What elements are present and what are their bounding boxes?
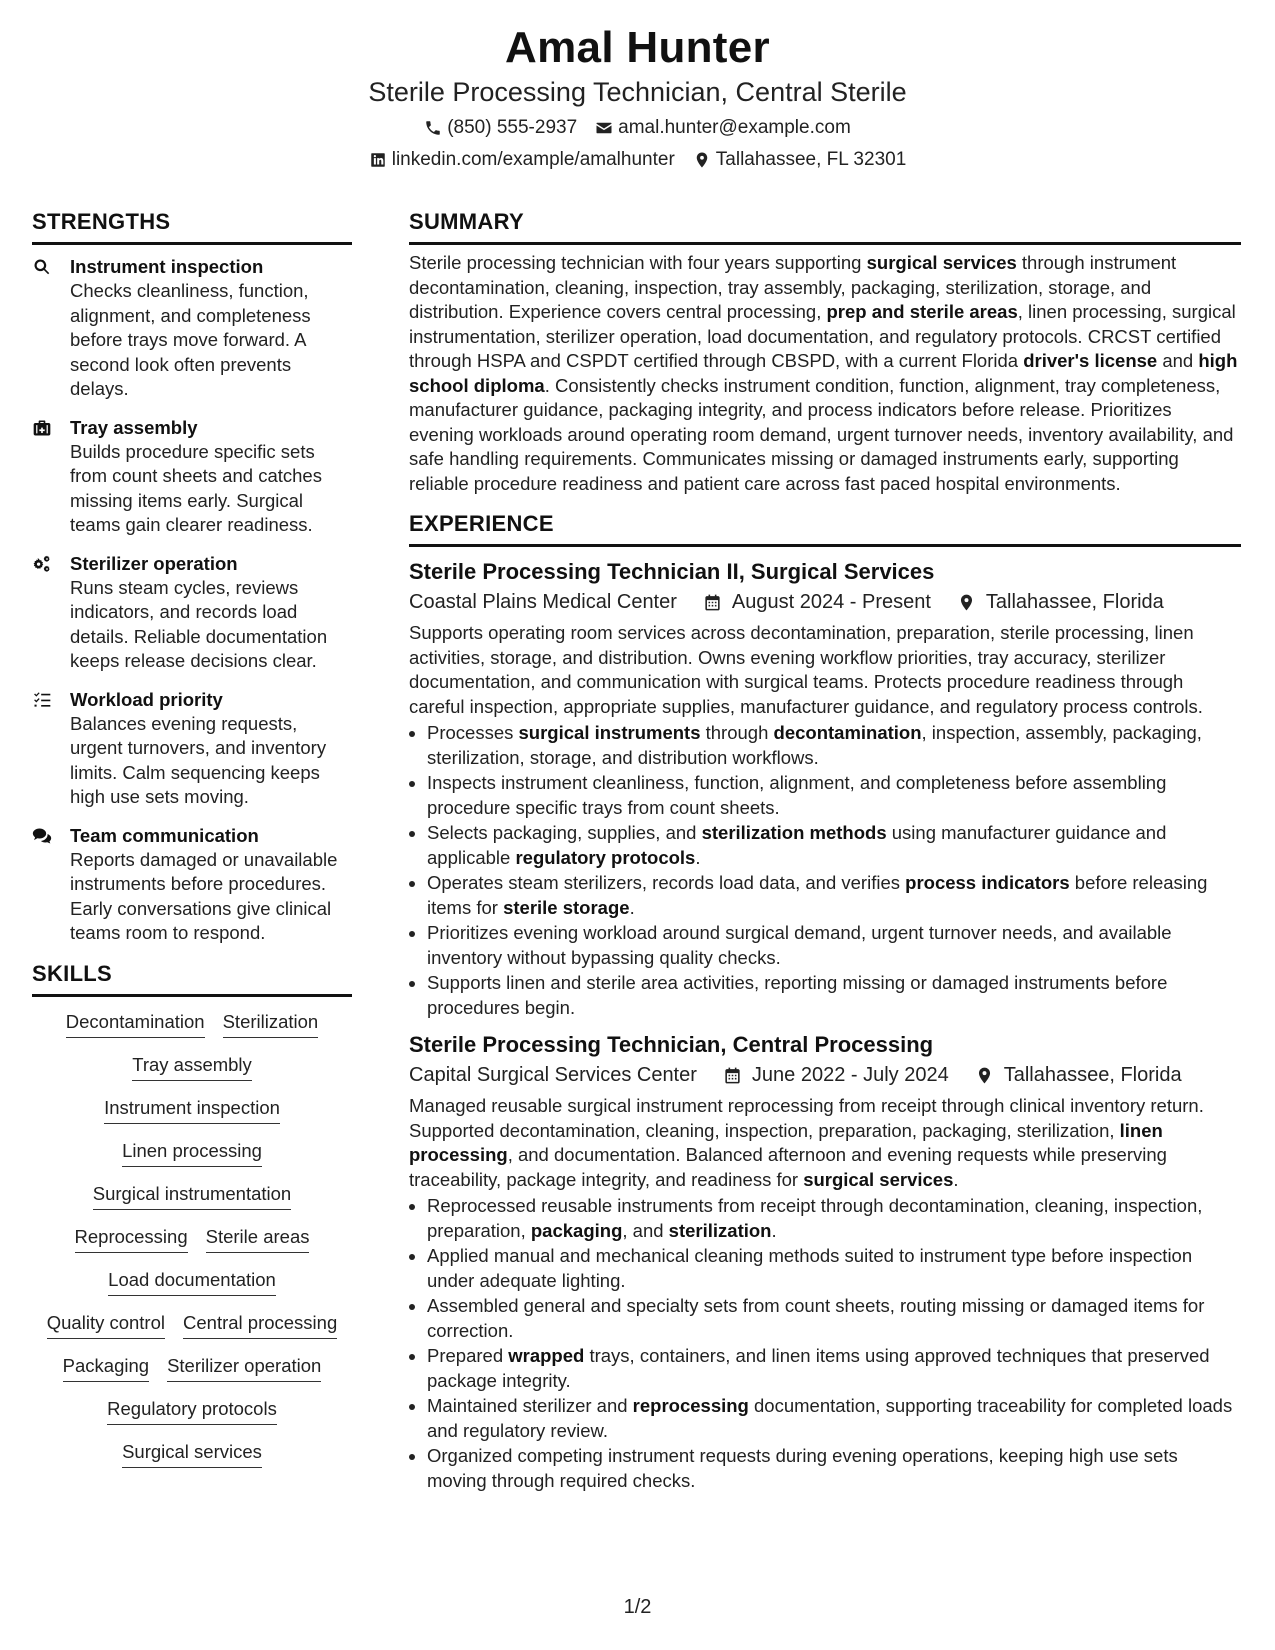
strength-desc: Checks cleanliness, function, alignment, and completeness before trays move forward. A second look often prevents delays. xyxy=(70,280,311,399)
text-segment: Reprocessed reusable instruments from receipt through decontamination, cleaning, inspection, preparation, xyxy=(427,1195,1203,1241)
text-segment: through instrument decontamination, cleaning, inspection, tray assembly, packaging, sterilization, storage, and distribution. Experience covers central processing, xyxy=(409,252,1177,322)
envelope-icon xyxy=(595,119,613,137)
bullet-item xyxy=(427,1244,1241,1293)
bold-text: driver's license xyxy=(1023,350,1158,371)
strength-desc: Reports damaged or unavailable instruments before procedures. Early conversations give clinical teams room to respond. xyxy=(70,848,338,943)
strength-title: Team communication xyxy=(70,824,259,846)
phone-text: (850) 555-2937 xyxy=(447,117,578,138)
job-dates: June 2022 - July 2024 xyxy=(751,1064,949,1086)
text-segment: Applied manual and mechanical cleaning methods suited to instrument type before inspection under adequate lighting. xyxy=(427,1245,1193,1291)
bold-text: sterile storage xyxy=(503,896,630,918)
skill-row xyxy=(63,1353,322,1382)
bold-text: sterilization xyxy=(668,1219,772,1241)
skill-row xyxy=(93,1181,291,1210)
text-segment: Maintained sterilizer and xyxy=(427,1395,633,1416)
text-segment: Prepared xyxy=(427,1345,509,1366)
email-text[interactable]: amal.hunter@example.com xyxy=(618,117,851,138)
location-text: Tallahassee, FL 32301 xyxy=(715,149,907,170)
bold-text: regulatory protocols xyxy=(515,846,696,868)
bold-text: packaging xyxy=(530,1219,623,1241)
contact-row-2 xyxy=(0,148,1275,172)
text-segment: . xyxy=(953,1168,959,1190)
text-segment: Processes xyxy=(427,722,519,743)
map-pin-icon xyxy=(693,151,711,169)
skill-tag: Load documentation xyxy=(108,1267,276,1296)
job-bullets xyxy=(409,721,1241,1020)
text-segment: Sterile processing technician with four years supporting xyxy=(409,252,867,273)
bold-text: wrapped xyxy=(508,1345,585,1366)
skill-tag: Quality control xyxy=(47,1310,165,1339)
text-segment: Operates steam sterilizers, records load data, and verifies xyxy=(427,872,906,893)
text-segment: documentation, supporting traceability for completed loads and regulatory review. xyxy=(427,1395,1233,1441)
job-list xyxy=(409,557,1241,1493)
skill-row xyxy=(66,1009,318,1038)
text-segment: Managed reusable surgical instrument reprocessing from receipt through clinical inventory return. Supported decontamination, cleaning, inspection, preparation, packaging, sterilization, xyxy=(409,1095,1204,1141)
map-pin-icon xyxy=(975,1066,994,1085)
bold-text: sterilization methods xyxy=(701,822,887,843)
experience-heading: EXPERIENCE xyxy=(409,510,1241,547)
comments-icon xyxy=(32,826,52,846)
skill-row xyxy=(122,1439,262,1468)
calendar-icon xyxy=(723,1066,742,1085)
job-meta xyxy=(409,587,1241,617)
bold-text: process indicators xyxy=(905,872,1070,893)
job-bullets xyxy=(409,1194,1241,1493)
skill-row xyxy=(107,1396,277,1425)
bullet-item xyxy=(427,1194,1241,1243)
strength-item xyxy=(32,255,352,402)
job-location: Tallahassee, Florida xyxy=(985,591,1164,613)
bullet-item xyxy=(427,1394,1241,1443)
employer-name: Coastal Plains Medical Center xyxy=(409,591,677,613)
job-entry xyxy=(409,557,1241,1020)
text-segment: Assembled general and specialty sets from count sheets, routing missing or damaged items for correction. xyxy=(427,1295,1205,1341)
strength-desc: Runs steam cycles, reviews indicators, and records load details. Reliable documentation keeps release decisions clear. xyxy=(70,576,328,671)
bold-text: linen processing xyxy=(409,1119,1163,1165)
job-description xyxy=(409,621,1241,719)
resume-header xyxy=(0,22,1275,172)
skill-tag: Sterilizer operation xyxy=(167,1353,321,1382)
left-column xyxy=(32,208,352,1468)
search-icon xyxy=(32,257,52,277)
job-description xyxy=(409,1094,1241,1192)
strength-title: Workload priority xyxy=(70,688,223,710)
strength-title: Tray assembly xyxy=(70,416,198,438)
skill-tag: Regulatory protocols xyxy=(107,1396,277,1425)
skills-section xyxy=(32,960,352,1468)
skills-grid xyxy=(32,1009,352,1468)
job-dates: August 2024 - Present xyxy=(731,591,931,613)
strength-title: Sterilizer operation xyxy=(70,552,238,574)
skills-heading: SKILLS xyxy=(32,960,352,997)
page-number: 1/2 xyxy=(623,1596,652,1618)
bullet-item xyxy=(427,1294,1241,1343)
list-check-icon xyxy=(32,690,52,710)
strength-desc: Balances evening requests, urgent turnovers, and inventory limits. Calm sequencing keeps high use sets moving. xyxy=(70,712,327,807)
summary-text xyxy=(409,251,1241,496)
strength-item xyxy=(32,552,352,674)
text-segment: through xyxy=(700,722,774,743)
text-segment: . xyxy=(629,896,635,918)
skill-tag: Tray assembly xyxy=(132,1052,252,1081)
job-title: Sterile Processing Technician II, Surgical Services xyxy=(409,559,935,584)
calendar-icon xyxy=(703,593,722,612)
bullet-item xyxy=(427,771,1241,820)
bold-text: high school diploma xyxy=(409,350,1238,396)
text-segment: using manufacturer guidance and applicable xyxy=(427,822,1167,868)
job-entry xyxy=(409,1030,1241,1493)
skill-tag: Surgical services xyxy=(122,1439,262,1468)
strength-desc: Builds procedure specific sets from count sheets and catches missing items early. Surgical teams gain clearer readiness. xyxy=(70,440,322,535)
candidate-name: Amal Hunter xyxy=(505,23,770,72)
skill-tag: Surgical instrumentation xyxy=(93,1181,291,1210)
text-segment: Selects packaging, supplies, and xyxy=(427,822,702,843)
bold-text: decontamination xyxy=(773,722,922,743)
text-segment: , and xyxy=(622,1219,669,1241)
linkedin-text[interactable]: linkedin.com/example/amalhunter xyxy=(391,149,675,170)
strengths-heading: STRENGTHS xyxy=(32,208,352,245)
text-segment: before releasing items for xyxy=(427,872,1208,918)
bullet-item xyxy=(427,1344,1241,1393)
medkit-icon xyxy=(32,418,52,438)
strength-item xyxy=(32,824,352,946)
summary-heading: SUMMARY xyxy=(409,208,1241,245)
skill-row xyxy=(47,1310,338,1339)
skill-tag: Central processing xyxy=(183,1310,337,1339)
skill-tag: Sterilization xyxy=(223,1009,319,1038)
right-column xyxy=(409,208,1241,1494)
text-segment: , linen processing, surgical instrumentation, sterilizer operation, load documentation, and regulatory protocols. CRCST certified through HSPA and CSPDT certified through CBSPD, with a current Florida xyxy=(409,301,1236,371)
bold-text: surgical services xyxy=(803,1168,954,1190)
bold-text: surgical instruments xyxy=(518,722,701,743)
text-segment: trays, containers, and linen items using approved techniques that preserved package integrity. xyxy=(427,1345,1210,1391)
contact-row-1 xyxy=(0,116,1275,140)
bullet-item xyxy=(427,871,1241,920)
map-pin-icon xyxy=(957,593,976,612)
text-segment: . Consistently checks instrument condition, function, alignment, tray completeness, manufacturer guidance, packaging integrity, and process indicators before release. Prioritizes evening workloads around operating room demand, urgent turnover needs, inventory availability, and safe handling requirements. Communicates missing or damaged instruments early, supporting reliable procedure readiness and patient care across fast paced hospital environments. xyxy=(409,374,1234,494)
skill-row xyxy=(108,1267,276,1296)
bullet-item xyxy=(427,971,1241,1020)
bold-text: prep and sterile areas xyxy=(826,301,1018,322)
bullet-item xyxy=(427,821,1241,870)
text-segment: Supports operating room services across decontamination, preparation, sterile processing, linen activities, storage, and distribution. Owns evening workflow priorities, tray accuracy, sterilizer documentation, and communication with surgical teams. Protects procedure readiness through careful inspection, appropriate supplies, manufacturer guidance, and regulatory process controls. xyxy=(409,622,1203,717)
skill-tag: Packaging xyxy=(63,1353,149,1382)
experience-section xyxy=(409,510,1241,1493)
bullet-item xyxy=(427,1444,1241,1493)
employer-name: Capital Surgical Services Center xyxy=(409,1064,697,1086)
text-segment: Organized competing instrument requests during evening operations, keeping high use sets moving through required checks. xyxy=(427,1445,1178,1491)
strength-item xyxy=(32,688,352,810)
skill-tag: Reprocessing xyxy=(75,1224,188,1253)
skill-row xyxy=(132,1052,252,1081)
location-contact xyxy=(693,148,906,172)
bullet-item xyxy=(427,921,1241,970)
strength-title: Instrument inspection xyxy=(70,256,264,277)
job-meta xyxy=(409,1060,1241,1090)
skill-tag: Sterile areas xyxy=(206,1224,310,1253)
bold-text: reprocessing xyxy=(632,1395,749,1416)
skill-tag: Instrument inspection xyxy=(104,1095,280,1124)
skill-row xyxy=(75,1224,310,1253)
text-segment: , inspection, assembly, packaging, sterilization, storage, and distribution workflows. xyxy=(427,722,1202,768)
job-title: Sterile Processing Technician, Central Processing xyxy=(409,1032,934,1057)
bullet-item xyxy=(427,721,1241,770)
candidate-title: Sterile Processing Technician, Central Sterile xyxy=(368,77,907,107)
text-segment: , and documentation. Balanced afternoon and evening requests while preserving traceability, package integrity, and readiness for xyxy=(409,1144,1167,1190)
strengths-list xyxy=(32,255,352,946)
text-segment: . xyxy=(771,1219,777,1241)
email-contact[interactable] xyxy=(595,116,851,140)
phone-icon xyxy=(424,119,442,137)
text-segment: and xyxy=(1157,350,1199,371)
skill-tag: Decontamination xyxy=(66,1009,205,1038)
text-segment: Inspects instrument cleanliness, function, alignment, and completeness before assembling procedure specific trays from count sheets. xyxy=(427,772,1167,818)
linkedin-icon xyxy=(369,151,387,169)
phone-contact xyxy=(424,116,577,140)
text-segment: . xyxy=(695,846,701,868)
bold-text: surgical services xyxy=(866,252,1017,273)
skill-tag: Linen processing xyxy=(122,1138,262,1167)
text-segment: Prioritizes evening workload around surgical demand, urgent turnover needs, and available inventory without bypassing quality checks. xyxy=(427,922,1172,968)
skill-row xyxy=(104,1095,280,1124)
strength-item xyxy=(32,416,352,538)
job-location: Tallahassee, Florida xyxy=(1003,1064,1182,1086)
skill-row xyxy=(122,1138,262,1167)
gears-icon xyxy=(32,554,52,574)
linkedin-contact[interactable] xyxy=(369,148,675,172)
text-segment: Supports linen and sterile area activities, reporting missing or damaged instruments before procedures begin. xyxy=(427,972,1168,1018)
